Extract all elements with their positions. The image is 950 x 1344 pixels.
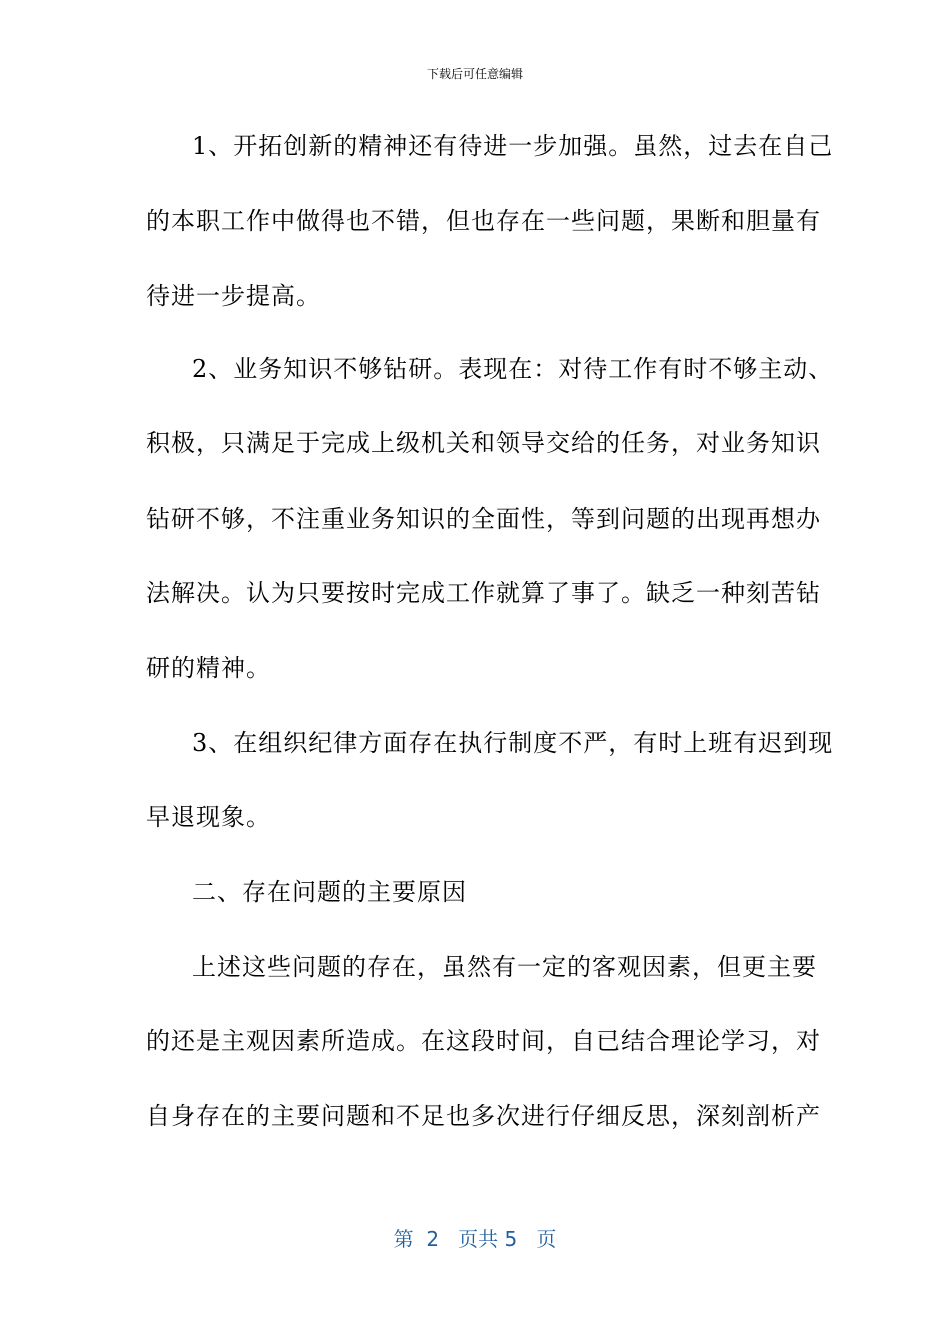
- paragraph-line: 上述这些问题的存在，虽然有一定的客观因素，但更主要: [192, 953, 817, 981]
- paragraph-line: 自身存在的主要问题和不足也多次进行仔细反思，深刻剖析产: [146, 1102, 821, 1130]
- paragraph-line: 早退现象。: [146, 803, 271, 831]
- paragraph-line: 研的精神。: [146, 654, 271, 682]
- paragraph-line: 的本职工作中做得也不错，但也存在一些问题，果断和胆量有: [146, 207, 821, 235]
- header-note: 下载后可任意编辑: [426, 67, 523, 81]
- paragraph-line: 3、在组织纪律方面存在执行制度不严，有时上班有迟到现: [192, 729, 834, 757]
- section-heading: 二、存在问题的主要原因: [192, 878, 467, 906]
- paragraph-line: 钻研不够，不注重业务知识的全面性，等到问题的出现再想办: [146, 505, 821, 533]
- page-number-footer: 第 2 页共 5 页: [393, 1227, 557, 1251]
- paragraph-line: 1、开拓创新的精神还有待进一步加强。虽然，过去在自己: [192, 132, 834, 160]
- paragraph-line: 待进一步提高。: [146, 282, 321, 310]
- paragraph-line: 法解决。认为只要按时完成工作就算了事了。缺乏一种刻苦钻: [146, 579, 821, 607]
- paragraph-line: 2、业务知识不够钻研。表现在：对待工作有时不够主动、: [192, 355, 834, 383]
- paragraph-line: 的还是主观因素所造成。在这段时间，自已结合理论学习，对: [146, 1027, 821, 1055]
- paragraph-line: 积极，只满足于完成上级机关和领导交给的任务，对业务知识: [146, 429, 821, 457]
